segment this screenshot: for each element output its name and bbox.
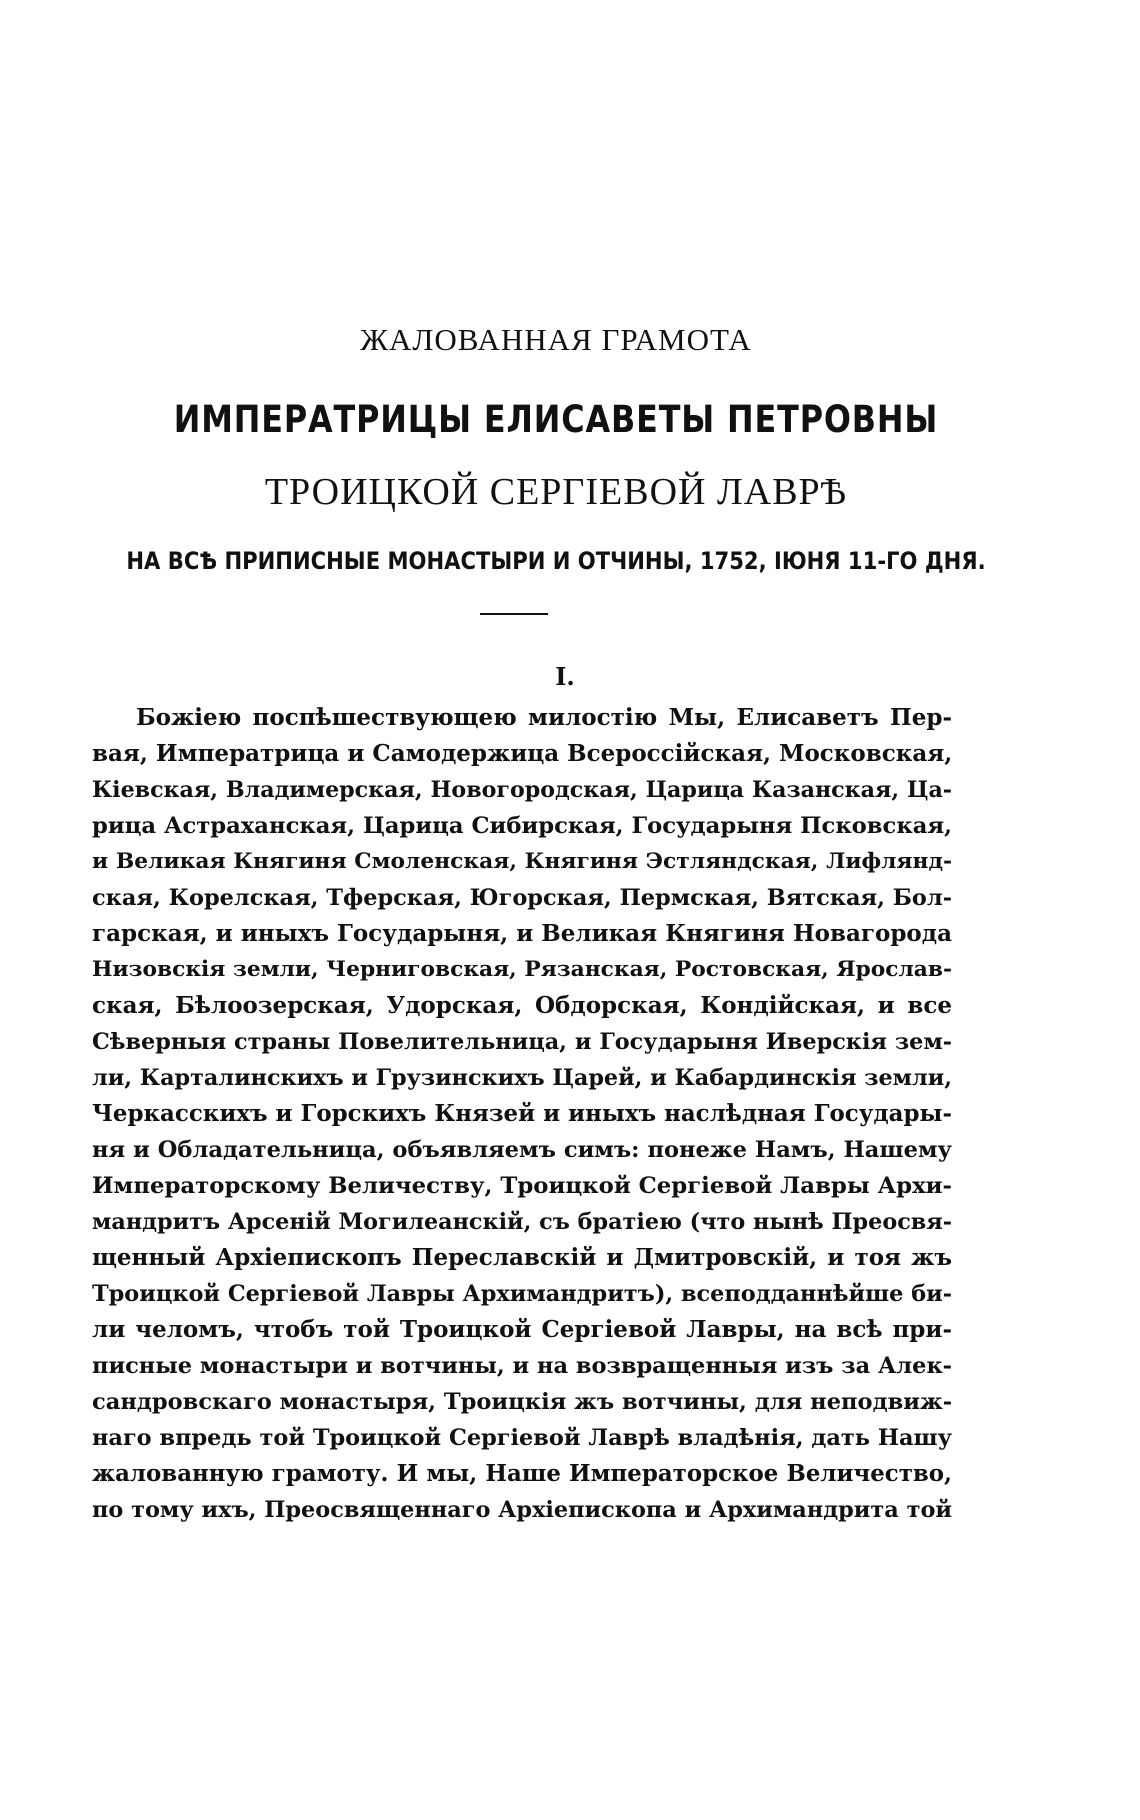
text-line: ли, Карталинскихъ и Грузинскихъ Царей, и Кабардинскія земли,	[92, 1065, 953, 1091]
text-line: Троицкой Сергіевой Лавры Архимандритъ), всеподданнѣйше би-	[92, 1281, 952, 1307]
text-line: ская, Корелская, Тферская, Югорская, Пермская, Вятская, Бол-	[92, 885, 952, 911]
heading-line-3: ТРОИЦКОЙ СЕРГІЕВОЙ ЛАВРѢ	[264, 471, 848, 513]
text-line: Сѣверныя страны Повелительница, и Государыня Иверскія зем-	[92, 1029, 952, 1055]
text-line: писные монастыри и вотчины, и на возвращенныя изъ за Алек-	[92, 1353, 952, 1379]
text-line: ли челомъ, чтобъ той Троицкой Сергіевой Лавры, на всѣ при-	[92, 1316, 952, 1343]
divider-rule	[480, 613, 548, 615]
text-line: наго впредь той Троицкой Сергіевой Лаврѣ владѣнія, дать Нашу	[92, 1425, 952, 1451]
text-line: Императорскому Величеству, Троицкой Сергіевой Лавры Архи-	[92, 1173, 953, 1199]
text-line: ня и Обладательница, объявляемъ симъ: понеже Намъ, Нашему	[92, 1137, 952, 1163]
text-line: вая, Императрица и Самодержица Всероссійская, Московская,	[92, 740, 953, 767]
text-line: Черкасскихъ и Горскихъ Князей и иныхъ наслѣдная Государы-	[92, 1100, 952, 1127]
heading-line-2: ИМПЕРАТРИЦЫ ЕЛИСАВЕТЫ ПЕТРОВНЫ	[173, 398, 939, 441]
text-line: Божіею поспѣшествующею милостію Мы, Елисаветъ Пер-	[136, 704, 952, 731]
text-line: Кіевская, Владимерская, Новогородская, Царица Казанская, Ца-	[92, 777, 952, 803]
text-line: щенный Архіепископъ Переславскій и Дмитровскій, и тоя жъ	[92, 1244, 952, 1271]
text-line: сандровскаго монастыря, Троицкія жъ вотчины, для неподвиж-	[92, 1389, 953, 1415]
text-line: жалованную грамоту. И мы, Наше Императорское Величество,	[92, 1461, 952, 1487]
section-number: I.	[555, 662, 575, 691]
text-line: рица Астраханская, Царица Сибирская, Государыня Псковская,	[92, 813, 952, 839]
heading-line-4: НА ВСѢ ПРИПИСНЫЕ МОНАСТЫРИ И ОТЧИНЫ, 1752, ІЮНЯ 11-ГО ДНЯ.	[126, 547, 986, 575]
text-line: гарская, и иныхъ Государыня, и Великая Княгиня Новагорода	[92, 920, 952, 947]
text-line: мандритъ Арсеній Могилеанскій, съ братіею (что нынѣ Преосвя-	[92, 1209, 952, 1235]
body-text	[92, 700, 952, 1528]
text-line: по тому ихъ, Преосвященнаго Архіепископа и Архимандрита той	[92, 1497, 952, 1523]
text-line: ская, Бѣлоозерская, Удорская, Обдорская, Кондійская, и все	[92, 992, 952, 1019]
heading-line-1: ЖАЛОВАННАЯ ГРАМОТА	[360, 322, 752, 357]
text-line: Низовскія земли, Черниговская, Рязанская, Ростовская, Ярослав-	[92, 957, 952, 982]
text-line: и Великая Княгиня Смоленская, Княгиня Эстляндская, Лифлянд-	[92, 849, 952, 874]
